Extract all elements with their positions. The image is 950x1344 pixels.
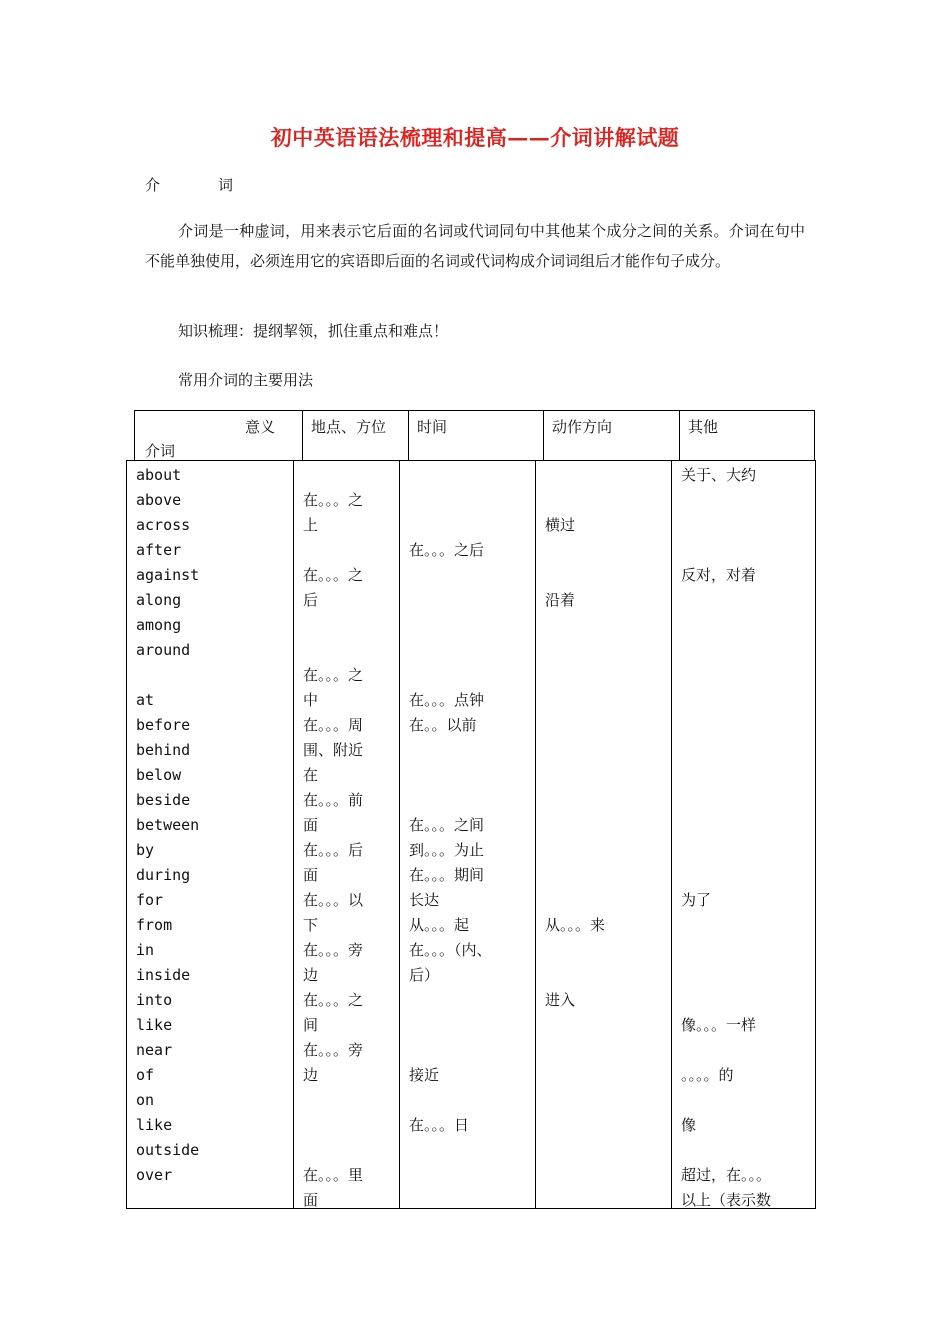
other-cell: 。。。。的 [681,1066,734,1084]
time-cell: 在。。以前 [409,716,477,734]
preposition-cell: like [136,1116,173,1134]
preposition-cell: inside [136,966,191,984]
time-cell: 到。。。为止 [409,841,485,859]
header-time: 时间 [417,418,448,436]
place-cell: 面 [303,816,319,834]
time-cell: 在。。。（内、 [409,941,492,959]
knowledge-line: 知识梳理：提纲挈领，抓住重点和难点！ [178,322,449,340]
place-cell: 在。。。里 [303,1166,364,1184]
place-cell: 面 [303,866,319,884]
preposition-cell: beside [136,791,191,809]
column-other [672,461,815,1208]
place-cell: 在。。。旁 [303,1041,364,1059]
header-direction: 动作方向 [552,418,613,436]
time-cell: 在。。。点钟 [409,691,485,709]
place-cell: 间 [303,1016,319,1034]
preposition-cell: of [136,1066,155,1084]
direction-cell: 从。。。来 [545,916,606,934]
preposition-cell: for [136,891,164,909]
place-cell: 在。。。之 [303,666,364,684]
header-cell-place [303,411,409,460]
header-cell-other [680,411,814,460]
header-meaning: 意义 [245,418,276,436]
page-title: 初中英语语法梳理和提高——介词讲解试题 [270,125,680,150]
column-direction [536,461,672,1208]
time-cell: 后） [409,966,440,984]
place-cell: 在。。。前 [303,791,364,809]
preposition-cell: in [136,941,155,959]
other-cell: 为了 [681,891,712,909]
other-cell: 像 [681,1116,697,1134]
place-cell: 在。。。之 [303,566,364,584]
direction-cell: 进入 [545,991,576,1009]
place-cell: 下 [303,916,319,934]
place-cell: 在。。。后 [303,841,364,859]
other-cell: 关于、大约 [681,466,757,484]
preposition-cell: from [136,916,173,934]
place-cell: 中 [303,691,319,709]
preposition-cell: at [136,691,155,709]
table-caption: 常用介词的主要用法 [178,371,314,389]
direction-cell: 沿着 [545,591,576,609]
preposition-cell: between [136,816,200,834]
preposition-cell: into [136,991,173,1009]
preposition-cell: near [136,1041,173,1059]
header-other: 其他 [688,418,719,436]
preposition-cell: among [136,616,182,634]
place-cell: 在。。。之 [303,491,364,509]
preposition-cell: outside [136,1141,200,1159]
preposition-cell: about [136,466,182,484]
preposition-cell: around [136,641,191,659]
section-heading [145,174,233,195]
other-cell: 反对，对着 [681,566,757,584]
time-cell: 长达 [409,891,440,909]
header-cell-meaning-prep [135,411,303,460]
place-cell: 边 [303,966,319,984]
header-prep: 介词 [145,442,176,460]
time-cell: 在。。。日 [409,1116,470,1134]
column-place [294,461,400,1208]
preposition-cell: across [136,516,191,534]
preposition-cell: over [136,1166,173,1184]
preposition-cell: before [136,716,191,734]
preposition-cell: along [136,591,182,609]
column-time [400,461,536,1208]
place-cell: 在。。。之 [303,991,364,1009]
other-cell: 像。。。一样 [681,1016,757,1034]
place-cell: 在。。。旁 [303,941,364,959]
intro-paragraph: 介词是一种虚词，用来表示它后面的名词或代词同句中其他某个成分之间的关系。介词在句中不能单独使用，必须连用它的宾语即后面的名词或代词构成介词词组后才能作句子成分。 [145,222,805,270]
heading-part1: 介 [145,176,161,194]
preposition-cell: like [136,1016,173,1034]
other-cell: 以上（表示数 [681,1191,772,1209]
preposition-cell: after [136,541,182,559]
place-cell: 围、附近 [303,741,364,759]
table-header [134,410,815,461]
preposition-cell: above [136,491,182,509]
time-cell: 在。。。之后 [409,541,485,559]
preposition-cell: below [136,766,182,784]
other-cell: 超过，在。。。 [681,1166,772,1184]
time-cell: 从。。。起 [409,916,470,934]
time-cell: 接近 [409,1066,440,1084]
header-place: 地点、方位 [311,418,387,436]
place-cell: 上 [303,516,319,534]
place-cell: 在。。。以 [303,891,364,909]
time-cell: 在。。。期间 [409,866,485,884]
header-cell-direction [544,411,680,460]
header-cell-time [409,411,544,460]
preposition-cell: behind [136,741,191,759]
place-cell: 后 [303,591,319,609]
place-cell: 在 [303,766,319,784]
preposition-cell: on [136,1091,155,1109]
heading-part2: 词 [218,176,234,194]
place-cell: 面 [303,1191,319,1209]
column-prepositions [127,461,294,1208]
preposition-cell: by [136,841,155,859]
time-cell: 在。。。之间 [409,816,485,834]
table-body [126,460,816,1209]
direction-cell: 横过 [545,516,576,534]
place-cell: 在。。。周 [303,716,364,734]
place-cell: 边 [303,1066,319,1084]
preposition-cell: against [136,566,200,584]
preposition-cell: during [136,866,191,884]
